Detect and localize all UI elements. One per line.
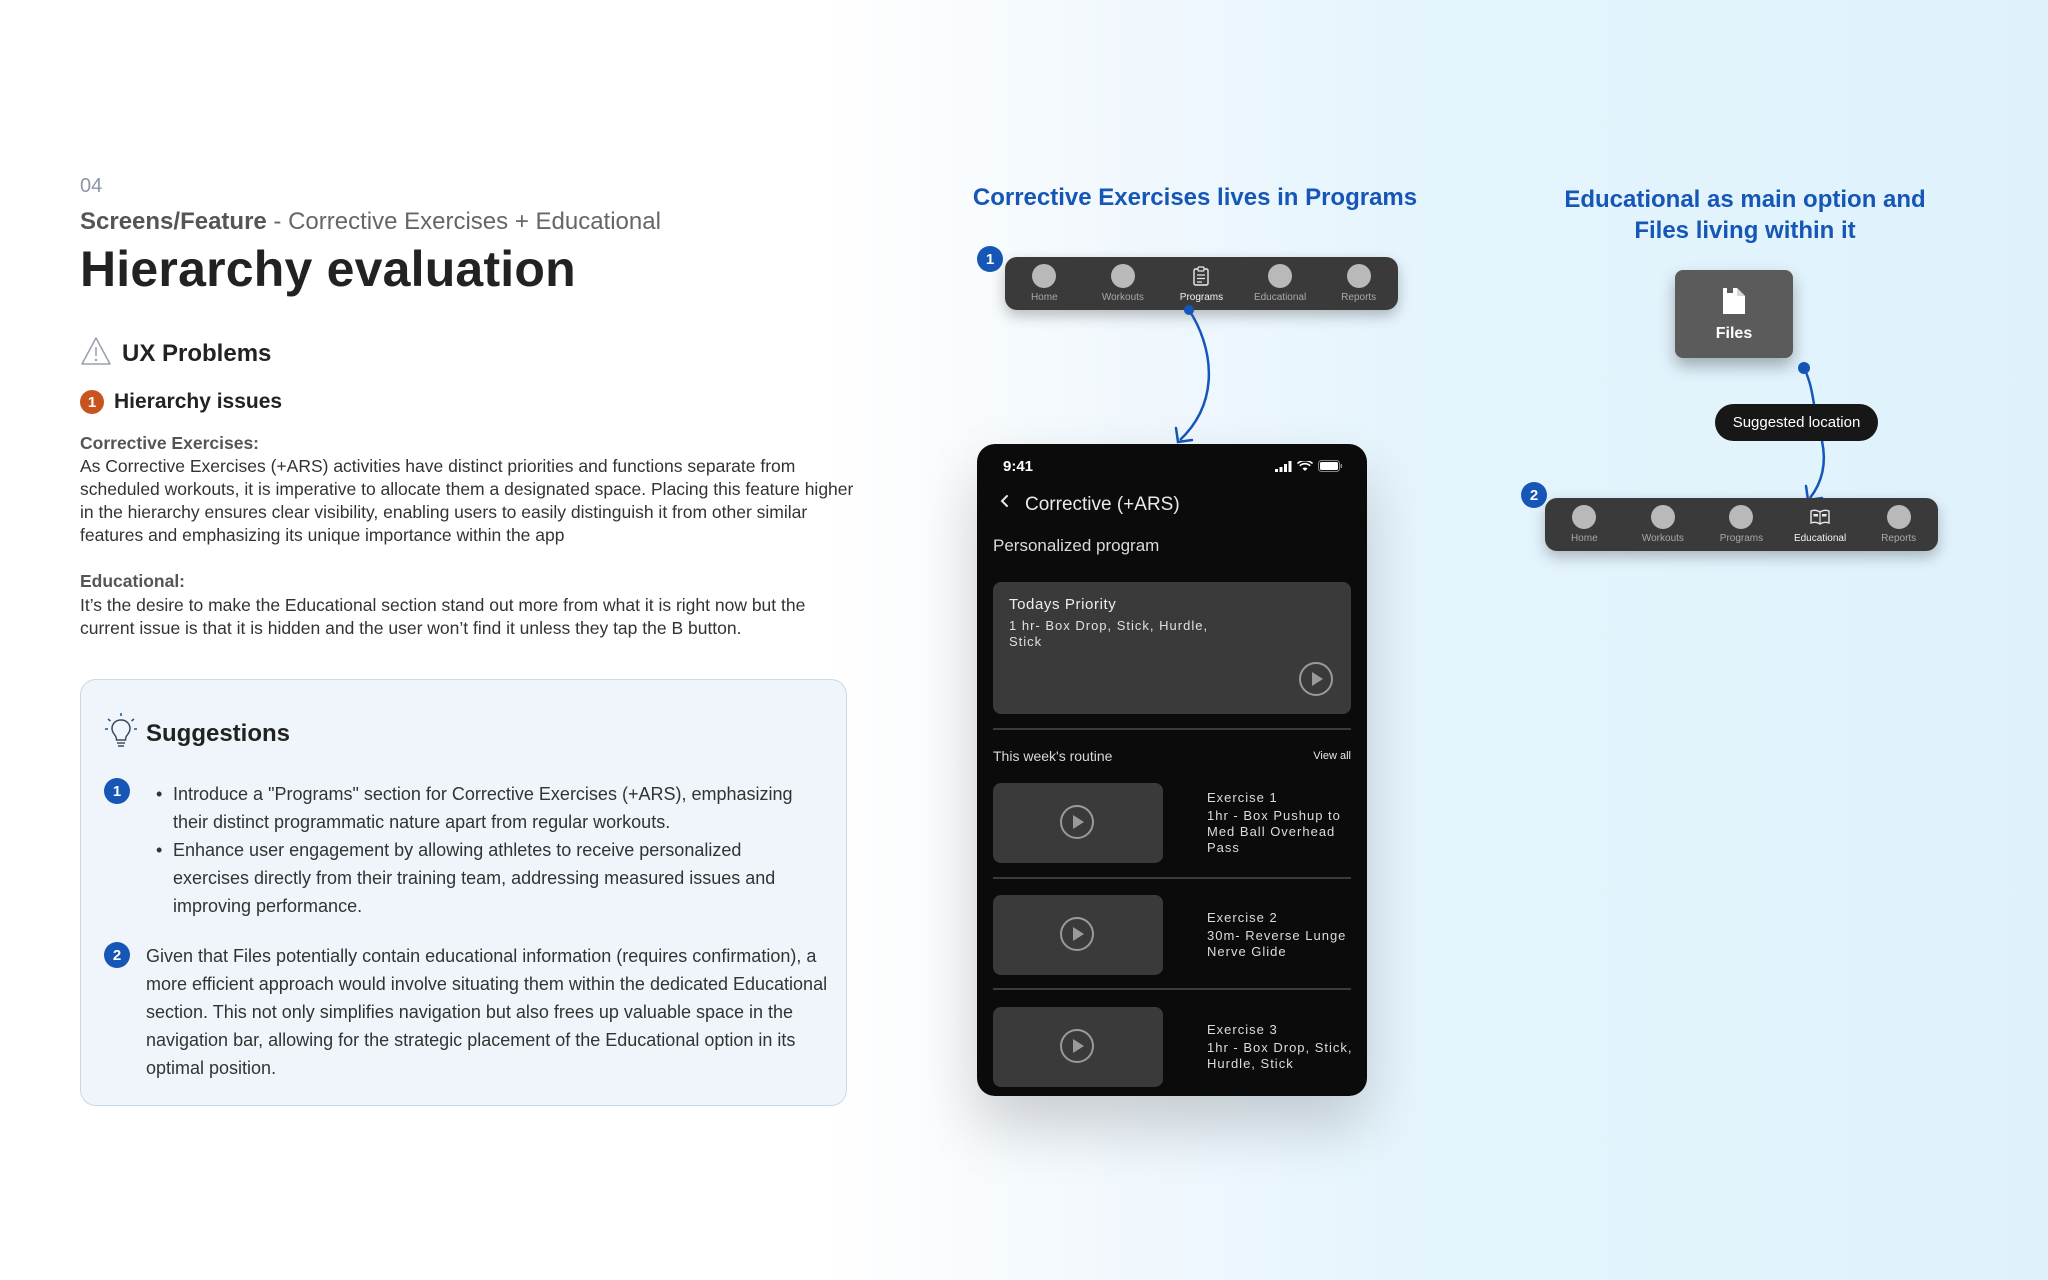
wifi-icon [1297,461,1313,472]
nav-item-programs[interactable] [1709,505,1773,544]
suggested-location-pill: Suggested location [1715,404,1878,441]
diagram2-heading [1500,184,1990,246]
section-number: 04 [80,175,103,197]
ux-problems-heading [80,336,271,371]
nav-label: Home [1030,292,1058,303]
hierarchy-issues-heading [80,390,282,414]
exercise-info [1207,1022,1357,1072]
nav-item-educational[interactable] [1248,264,1312,303]
suggestion-1-bullet: • Introduce a "Programs" section for Corrective Exercises (+ARS), emphasizing their distinct programmatic nature apart from regular workouts. [156,780,816,836]
suggestions-label: Suggestions [146,719,291,747]
nav-item-home[interactable] [1552,505,1616,544]
nav-label: Home [1570,533,1598,544]
status-icons [1275,460,1343,472]
nav-label: Programs [1719,533,1764,544]
nav-item-home[interactable] [1012,264,1076,303]
todays-priority-card[interactable] [993,582,1351,714]
nav-label: Reports [1881,533,1917,544]
exercise-desc: 30m- Reverse Lunge Nerve Glide [1207,928,1347,959]
exercise-thumbnail[interactable] [993,1007,1163,1087]
back-button[interactable] [999,492,1011,515]
arrow-files-to-pill [1798,362,1814,404]
exercise-name: Exercise 1 [1207,790,1278,805]
exercise-info [1207,790,1357,856]
exercise-info [1207,910,1357,960]
corrective-text: As Corrective Exercises (+ARS) activities have distinct priorities and functions separate from scheduled workouts, it is imperative to allocate them a designated space. Placing this feature higher in the hierarchy ensures clear visibility, enabling users to easily distinguish it from other similar features and emphasizing its unique importance within the app [80,456,854,545]
chevron-left-icon [999,492,1011,510]
play-icon[interactable] [1299,662,1333,696]
nav-item-workouts[interactable] [1091,264,1155,303]
nav-item-reports[interactable] [1867,505,1931,544]
files-icon [1719,285,1749,317]
issue-title: Hierarchy issues [114,390,283,413]
priority-title: Todays Priority [1009,596,1117,613]
corrective-label: Corrective Exercises: [80,433,259,453]
divider [993,877,1351,879]
workouts-icon [1651,505,1675,529]
signal-icon [1275,461,1292,472]
educational-text: It’s the desire to make the Educational section stand out more from what it is right now but the current issue is that it is hidden and the user won’t find it unless they tap the B button. [80,595,806,638]
screen-title: Corrective (+ARS) [1025,494,1180,515]
nav-item-workouts[interactable] [1631,505,1695,544]
ux-problems-label: UX Problems [122,339,272,367]
book-icon [1808,505,1832,529]
nav-label: Educational [1793,533,1847,544]
diagram1-marker: 1 [977,246,1003,272]
diagram1-heading: Corrective Exercises lives in Programs [972,184,1418,211]
nav-label: Reports [1341,292,1377,303]
diagram2-heading-line1: Educational as main option and [1564,186,1926,213]
diagram2-marker: 2 [1521,482,1547,508]
educational-label: Educational: [80,571,186,591]
arrow-programs-to-screen [1176,305,1209,442]
exercise-desc: 1hr - Box Pushup to Med Ball Overhead Pass [1207,808,1341,855]
files-label: Files [1715,325,1753,342]
suggestion-number-1: 1 [104,778,130,804]
screen-subtitle: Personalized program [993,536,1160,555]
educational-icon [1268,264,1292,288]
phone-screen-corrective [977,444,1367,1096]
nav-label: Educational [1253,292,1307,303]
arrow-pill-to-educational [1806,441,1824,500]
files-tile[interactable] [1675,270,1793,358]
nav-bar-programs [1005,257,1398,310]
suggestion-1-bullet: • Enhance user engagement by allowing athletes to receive personalized exercises directly from their training team, addressing measured issues and improving performance. [156,836,816,920]
suggestion-2-text: Given that Files potentially contain educational information (requires confirmation), a more efficient approach would involve situating them within the dedicated Educational section. This not only simplifies navigation but also frees up valuable space in the navigation bar, allowing for the strategic placement of the Educational option in its optimal position. [146,946,828,1078]
subtitle-bold: Screens/Feature [80,208,267,235]
lightbulb-icon [104,712,138,755]
workouts-icon [1111,264,1135,288]
reports-icon [1347,264,1371,288]
suggestion-number-2: 2 [104,942,130,968]
nav-item-educational[interactable] [1788,505,1852,544]
nav-label: Workouts [1101,292,1144,303]
play-icon[interactable] [1060,805,1094,839]
programs-icon [1729,505,1753,529]
nav-label: Workouts [1641,533,1684,544]
suggestions-heading [104,712,290,755]
home-icon [1032,264,1056,288]
reports-icon [1887,505,1911,529]
divider [993,988,1351,990]
nav-item-reports[interactable] [1327,264,1391,303]
divider [993,728,1351,730]
issue-number-badge: 1 [80,390,104,414]
battery-icon [1318,460,1343,472]
play-icon[interactable] [1060,1029,1094,1063]
exercise-name: Exercise 2 [1207,910,1278,925]
priority-desc: 1 hr- Box Drop, Stick, Hurdle, Stick [1009,618,1209,649]
exercise-thumbnail[interactable] [993,895,1163,975]
subtitle-rest: - Corrective Exercises + Educational [266,208,661,235]
page-title: Hierarchy evaluation [80,241,576,297]
exercise-name: Exercise 3 [1207,1022,1278,1037]
week-routine-label: This week's routine [993,748,1113,764]
view-all-link[interactable]: View all [1313,750,1351,762]
nav-bar-educational [1545,498,1938,551]
exercise-desc: 1hr - Box Drop, Stick, Hurdle, Stick [1207,1040,1353,1071]
suggestion-1-list [156,780,816,920]
diagram2-heading-line2: Files living within it [1634,217,1856,244]
home-icon [1572,505,1596,529]
exercise-thumbnail[interactable] [993,783,1163,863]
play-icon[interactable] [1060,917,1094,951]
clipboard-icon [1189,264,1213,288]
nav-item-programs[interactable] [1169,264,1233,303]
warning-icon [80,336,112,371]
breadcrumb-subtitle [80,208,661,236]
nav-label: Programs [1179,292,1224,303]
status-time: 9:41 [1003,458,1034,475]
